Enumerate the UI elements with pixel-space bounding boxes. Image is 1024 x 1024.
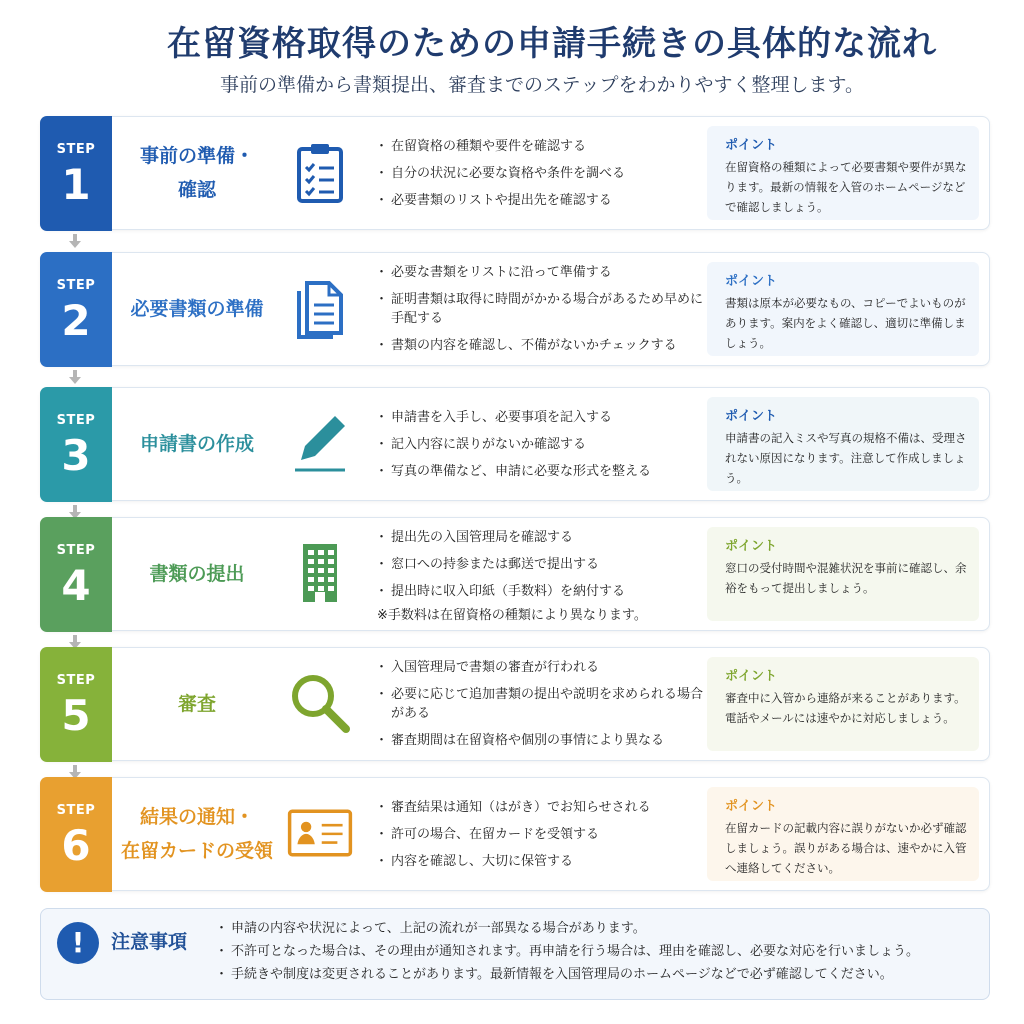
step-bullet: ・ 審査期間は在留資格や個別の事情により異なる [377, 731, 707, 750]
step-bullets [377, 117, 707, 229]
pen-icon [287, 410, 353, 476]
step-bullet: ・ 記入内容に誤りがないか確認する [377, 435, 707, 454]
documents-icon [287, 275, 353, 341]
id-card-icon [287, 800, 353, 866]
step-title: 事前の準備・ 確認 [139, 145, 254, 201]
step-bullet: ・ 必要書類のリストや提出先を確認する [377, 191, 707, 210]
step-bullet: ・ 写真の準備など、申請に必要な形式を整える [377, 462, 707, 481]
magnifier-icon [287, 670, 353, 736]
step-label: STEP [56, 413, 96, 428]
step-bullet: ・ 必要な書類をリストに沿って準備する [377, 263, 707, 282]
exclamation-icon: ! [57, 922, 99, 964]
point-box [707, 787, 979, 881]
step-title: 審査 [177, 693, 216, 715]
step-title: 申請書の作成 [139, 433, 254, 455]
step-label: STEP [56, 673, 96, 688]
step-bullet: ・ 審査結果は通知（はがき）でお知らせされる [377, 798, 707, 817]
page-subtitle: 事前の準備から書類提出、審査までのステップをわかりやすく整理します。 [219, 74, 865, 96]
step-number: 6 [61, 821, 91, 870]
step-card [40, 387, 990, 501]
building-icon [287, 540, 353, 606]
step-badge [40, 517, 112, 632]
step-number: 5 [61, 691, 91, 740]
step-card [40, 116, 990, 230]
step-bullet: ・ 証明書類は取得に時間がかかる場合があるため早めに手配する [377, 290, 707, 328]
notes-box [40, 908, 990, 1000]
point-text: 在留カードの記載内容に誤りがないか必ず確認しましょう。誤りがある場合は、速やかに入管へ連絡してください。 [725, 821, 967, 875]
step-label: STEP [56, 142, 96, 157]
step-bullet: ・ 許可の場合、在留カードを受領する [377, 825, 707, 844]
step-number: 1 [61, 160, 91, 209]
step-bullet: ・ 申請書を入手し、必要事項を記入する [377, 408, 707, 427]
step-bullet: ・ 内容を確認し、大切に保管する [377, 852, 707, 871]
step-badge [40, 777, 112, 892]
step-card [40, 647, 990, 761]
step-card [40, 517, 990, 631]
step-bullets [377, 388, 707, 500]
notes-list [217, 919, 919, 988]
step-bullets [377, 518, 707, 630]
point-box [707, 527, 979, 621]
step-bullets [377, 648, 707, 760]
step-bullet: ・ 自分の状況に必要な資格や条件を調べる [377, 164, 707, 183]
down-arrow-icon [69, 504, 81, 518]
point-text: 審査中に入管から連絡が来ることがあります。電話やメールには速やかに対応しましょう。 [725, 691, 966, 725]
down-arrow-icon [69, 764, 81, 778]
step-note: ※手数料は在留資格の種類により異なります。 [377, 607, 647, 623]
point-text: 書類は原本が必要なもの、コピーでよいものがあります。案内をよく確認し、適切に準備しましょう。 [725, 296, 966, 350]
clipboard-checklist-icon [287, 139, 353, 205]
step-bullets [377, 253, 707, 365]
step-bullet: ・ 必要に応じて追加書類の提出や説明を求められる場合がある [377, 685, 707, 723]
step-number: 3 [61, 431, 91, 480]
step-badge [40, 116, 112, 231]
point-heading: ポイント [725, 409, 778, 424]
page-title: 在留資格取得のための申請手続きの具体的な流れ [167, 24, 937, 64]
step-bullets [377, 778, 707, 890]
step-badge [40, 252, 112, 367]
point-text: 窓口の受付時間や混雑状況を事前に確認し、余裕をもって提出しましょう。 [725, 561, 967, 595]
point-text: 申請書の記入ミスや写真の規格不備は、受理されない原因になります。注意して作成しましょう。 [725, 431, 967, 485]
notes-item: ・ 申請の内容や状況によって、上記の流れが一部異なる場合があります。 [217, 919, 919, 938]
step-card [40, 252, 990, 366]
point-heading: ポイント [725, 669, 778, 684]
step-bullet: ・ 提出時に収入印紙（手数料）を納付する [377, 582, 707, 601]
step-label: STEP [56, 543, 96, 558]
notes-heading: 注意事項 [111, 931, 188, 953]
point-box [707, 397, 979, 491]
point-heading: ポイント [725, 138, 778, 153]
point-heading: ポイント [725, 539, 778, 554]
step-bullet: ・ 入国管理局で書類の審査が行われる [377, 658, 707, 677]
step-title: 必要書類の準備 [130, 298, 264, 320]
step-number: 2 [61, 296, 91, 345]
step-label: STEP [56, 278, 96, 293]
step-title: 書類の提出 [149, 563, 245, 585]
down-arrow-icon [69, 634, 81, 648]
step-title: 結果の通知・ 在留カードの受領 [120, 806, 273, 862]
notes-item: ・ 手続きや制度は変更されることがあります。最新情報を入国管理局のホームページなどで必ず確認してください。 [217, 965, 919, 984]
point-text: 在留資格の種類によって必要書類や要件が異なります。最新の情報を入管のホームページなどで確認しましょう。 [725, 160, 967, 214]
step-bullet: ・ 窓口への持参または郵送で提出する [377, 555, 707, 574]
step-bullet: ・ 在留資格の種類や要件を確認する [377, 137, 707, 156]
step-number: 4 [61, 561, 91, 610]
notes-item: ・ 不許可となった場合は、その理由が通知されます。再申請を行う場合は、理由を確認し、必要な対応を行いましょう。 [217, 942, 919, 961]
point-heading: ポイント [725, 799, 778, 814]
point-heading: ポイント [725, 274, 778, 289]
point-box [707, 126, 979, 220]
step-label: STEP [56, 803, 96, 818]
step-badge [40, 647, 112, 762]
down-arrow-icon [69, 233, 81, 247]
step-bullet: ・ 提出先の入国管理局を確認する [377, 528, 707, 547]
down-arrow-icon [69, 369, 81, 383]
point-box [707, 657, 979, 751]
step-card [40, 777, 990, 891]
step-bullet: ・ 書類の内容を確認し、不備がないかチェックする [377, 336, 707, 355]
step-badge [40, 387, 112, 502]
point-box [707, 262, 979, 356]
